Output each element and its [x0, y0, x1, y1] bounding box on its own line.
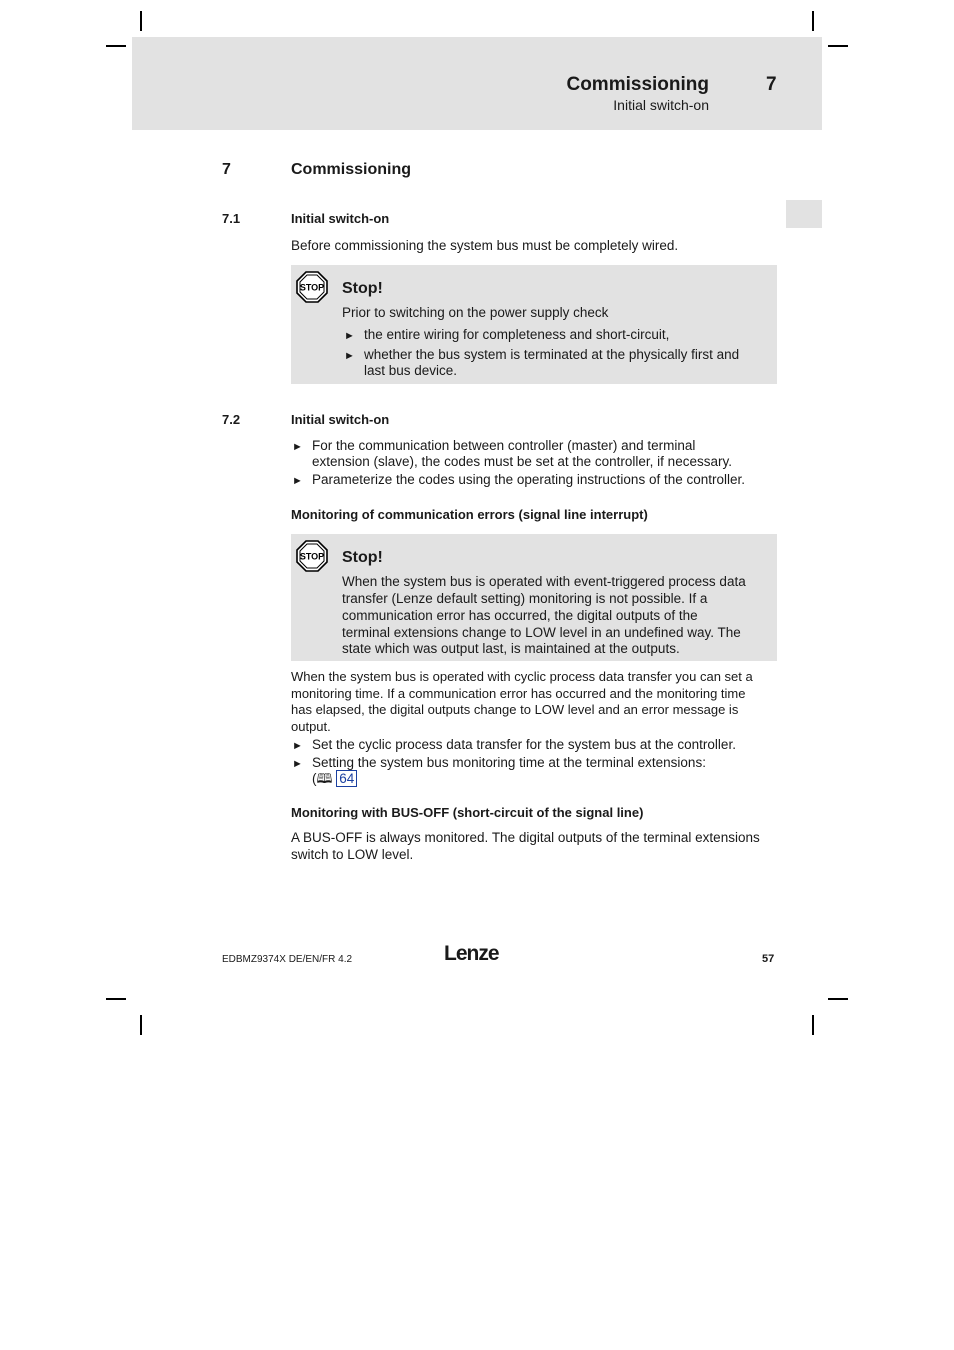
stop-sign-icon — [296, 540, 328, 572]
bullet-arrow-icon: ► — [292, 758, 303, 770]
book-icon: 🕮 — [316, 771, 333, 786]
crop-mark — [140, 11, 142, 31]
stop-line: When the system bus is operated with event-triggered process data — [342, 574, 746, 589]
header-subtitle: Initial switch-on — [613, 97, 709, 113]
busoff-paragraph: A BUS-OFF is always monitored. The digital outputs of the terminal extensions switch to LOW level. — [291, 830, 760, 862]
bullet-arrow-icon: ► — [292, 441, 303, 453]
section-number: 7 — [222, 161, 231, 178]
stop-sign-icon — [296, 271, 328, 303]
list-item: ► whether the bus system is terminated at the physically first and last bus device. — [344, 347, 740, 378]
header-chapter-number: 7 — [766, 74, 777, 95]
stop-notice-box — [291, 534, 777, 661]
document-id: EDBMZ9374X DE/EN/FR 4.2 — [222, 954, 353, 965]
crop-mark — [106, 45, 126, 47]
lenze-logo: Lenze — [444, 942, 499, 965]
subsection-number: 7.2 — [222, 412, 241, 427]
subsection-title: Initial switch-on — [291, 211, 390, 226]
crop-mark — [828, 45, 848, 47]
stop-line: transfer (Lenze default setting) monitoring is not possible. If a — [342, 591, 708, 606]
crop-mark — [106, 998, 126, 1000]
list-item: ► For the communication between controller (master) and terminal extension (slave), the codes must be set at the controller, if necessary. — [292, 438, 732, 469]
list-item: ► Setting the system bus monitoring time at the terminal extensions: (🕮 64 — [292, 755, 706, 786]
stop-title: Stop! — [342, 549, 383, 566]
stop-sign-label: STOP — [299, 551, 325, 562]
header-band — [132, 37, 822, 130]
stop-notice-box: STOP Stop! Prior to switching on the power supply check ► the entire wiring for completeness and short-circuit, ► whether the bus system is terminated at the physically first and last bus device. — [291, 265, 777, 384]
cyclic-paragraph: When the system bus is operated with cyclic process data transfer you can set a monitoring time. If a communication error has occurred and the monitoring time has elapsed, the digital outputs change to LOW level and an error message is output. — [291, 669, 753, 734]
busoff-heading: Monitoring with BUS-OFF (short-circuit of the signal line) — [291, 805, 644, 820]
subsection-title: Initial switch-on — [291, 412, 390, 427]
crop-mark — [828, 998, 848, 1000]
crop-mark — [812, 11, 814, 31]
subsection-number: 7.1 — [222, 211, 241, 226]
bullet-arrow-icon: ► — [292, 475, 303, 487]
stop-line: communication error has occurred, the digital outputs of the — [342, 608, 698, 623]
stop-line: state which was output last, is maintained at the outputs. — [342, 641, 680, 656]
bullet-arrow-icon: ► — [344, 330, 355, 342]
page-number: 57 — [762, 953, 775, 965]
bullet-arrow-icon: ► — [344, 350, 355, 362]
stop-title: Stop! — [342, 280, 383, 297]
bullet-arrow-icon: ► — [292, 740, 303, 752]
monitoring-heading: Monitoring of communication errors (signal line interrupt) — [291, 507, 648, 522]
stop-lead-text: Prior to switching on the power supply check — [342, 305, 609, 320]
crop-mark — [140, 1015, 142, 1035]
stop-sign-label: STOP — [299, 282, 325, 293]
chapter-tab-marker — [786, 200, 822, 228]
stop-line: terminal extensions change to LOW level in an undefined way. The — [342, 625, 741, 640]
page-reference: (🕮 64 — [312, 771, 357, 788]
intro-paragraph: Before commissioning the system bus must be completely wired. — [291, 238, 679, 253]
page-reference-link[interactable]: 64 — [336, 770, 357, 787]
header-title: Commissioning — [566, 74, 709, 95]
crop-mark — [812, 1015, 814, 1035]
section-title: Commissioning — [291, 161, 412, 178]
